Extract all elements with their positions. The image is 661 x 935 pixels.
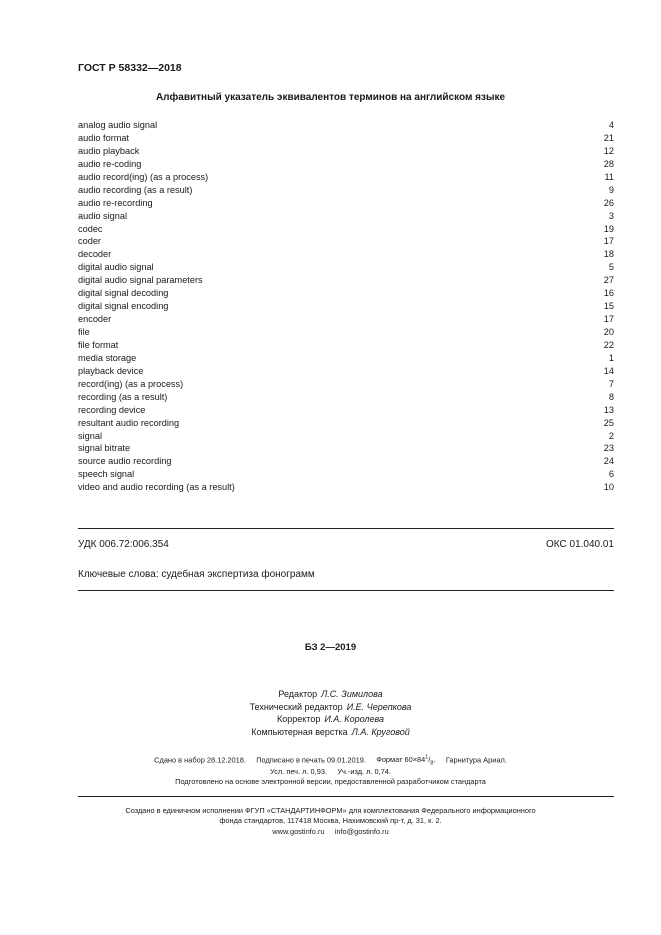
typeface: Гарнитура Ариал. — [445, 755, 507, 765]
bz-number: БЗ 2—2019 — [304, 642, 357, 653]
index-number: 3 — [608, 210, 614, 221]
index-row — [78, 391, 614, 404]
submitted-date: Сдано в набор 28.12.2018. — [154, 755, 246, 765]
staff-name: Л.С. Зимилова — [321, 689, 383, 699]
keywords: Ключевые слова: судебная экспертиза фонограмм — [78, 569, 315, 580]
website-link[interactable]: www.gostinfo.ru — [272, 827, 325, 836]
index-term: digital signal decoding — [78, 288, 169, 299]
index-row — [78, 248, 614, 261]
index-number: 8 — [608, 391, 614, 402]
index-row — [78, 197, 614, 210]
index-term: analog audio signal — [78, 120, 158, 130]
index-number: 25 — [603, 417, 614, 428]
index-term: audio playback — [78, 145, 140, 156]
index-term: audio recording (as a result) — [78, 184, 193, 195]
index-number: 4 — [608, 120, 614, 130]
divider-top — [78, 528, 614, 529]
index-number: 9 — [608, 184, 614, 195]
index-term: source audio recording — [78, 456, 172, 467]
index-row — [78, 430, 614, 443]
index-row — [78, 287, 614, 300]
index-number: 14 — [603, 365, 614, 376]
prepared-note: Подготовлено на основе электронной версии, предоставленной разработчиком стандарта — [175, 777, 486, 786]
publisher-contacts — [0, 827, 661, 836]
imprint-line-1 — [0, 755, 661, 767]
index-row — [78, 145, 614, 158]
staff-name: И.Е. Черепкова — [346, 701, 412, 712]
index-term: digital audio signal parameters — [78, 275, 203, 286]
index-row — [78, 261, 614, 274]
index-number: 18 — [603, 249, 614, 260]
index-term: audio re-coding — [78, 158, 142, 169]
index-number: 17 — [603, 236, 614, 247]
index-row — [78, 339, 614, 352]
udc-code: УДК 006.72:006.354 — [78, 539, 169, 550]
index-term: playback device — [78, 365, 144, 376]
index-number: 21 — [603, 132, 614, 143]
index-row — [78, 235, 614, 248]
staff-credits — [0, 688, 661, 738]
index-row — [78, 455, 614, 468]
index-term: audio re-recording — [78, 197, 153, 208]
index-row — [78, 171, 614, 184]
index-number: 15 — [603, 301, 614, 312]
index-number: 27 — [603, 275, 614, 286]
index-row — [78, 313, 614, 326]
staff-role: Технический редактор — [249, 701, 343, 712]
index-row — [78, 158, 614, 171]
index-row — [78, 119, 614, 132]
index-row — [78, 417, 614, 430]
staff-role: Редактор — [278, 689, 318, 699]
email-link[interactable]: info@gostinfo.ru — [334, 827, 389, 836]
index-row — [78, 404, 614, 417]
oks-code: ОКС 01.040.01 — [546, 539, 614, 550]
index-term: audio format — [78, 132, 130, 143]
index-number: 10 — [603, 482, 614, 493]
index-number: 24 — [603, 456, 614, 467]
index-number: 23 — [603, 443, 614, 454]
paper-format: Формат $60\times 84^1/_8$. — [376, 755, 436, 767]
index-number: 2 — [608, 430, 614, 441]
index-row — [78, 481, 614, 494]
index-term: media storage — [78, 352, 137, 363]
signed-date: Подписано в печать 09.01.2019. — [256, 755, 366, 765]
index-term: file format — [78, 339, 119, 350]
staff-name: Л.А. Круговой — [351, 726, 410, 737]
index-row — [78, 223, 614, 236]
index-row — [78, 378, 614, 391]
staff-row — [0, 701, 661, 714]
index-number: 17 — [603, 314, 614, 325]
index-term: record(ing) (as a process) — [78, 378, 184, 389]
publication-sheets: Уч.-изд. л. 0,74. — [337, 767, 391, 776]
index-number: 26 — [603, 197, 614, 208]
index-term: speech signal — [78, 469, 135, 480]
index-term: decoder — [78, 249, 112, 260]
index-number: 13 — [603, 404, 614, 415]
index-row — [78, 274, 614, 287]
index-row — [78, 442, 614, 455]
index-term: audio record(ing) (as a process) — [78, 171, 209, 182]
divider-bottom — [78, 796, 614, 797]
index-number: 11 — [604, 171, 614, 182]
index-number: 7 — [608, 378, 614, 389]
index-term: video and audio recording (as a result) — [78, 482, 235, 493]
index-row — [78, 210, 614, 223]
staff-row — [0, 688, 661, 701]
print-sheets: Усл. печ. л. 0,93. — [270, 767, 327, 776]
index-row — [78, 184, 614, 197]
index-term: signal — [78, 430, 103, 441]
index-term: resultant audio recording — [78, 417, 180, 428]
divider-middle — [78, 590, 614, 591]
staff-row — [0, 726, 661, 739]
staff-role: Корректор — [277, 714, 321, 724]
index-number: 5 — [608, 262, 614, 273]
index-number: 16 — [603, 288, 614, 299]
index-term: recording (as a result) — [78, 391, 168, 402]
index-list — [78, 119, 614, 494]
staff-row — [0, 713, 661, 726]
index-term: audio signal — [78, 210, 128, 221]
publisher-line-2: фонда стандартов, 117418 Москва, Нахимовский пр-т, д. 31, к. 2. — [219, 816, 442, 825]
index-term: codec — [78, 223, 103, 234]
index-term: recording device — [78, 404, 146, 415]
index-row — [78, 326, 614, 339]
publisher-line-1: Создано в единичном исполнении ФГУП «СТАНДАРТИНФОРМ» для комплектования Федерального информационного — [125, 806, 536, 815]
index-row — [78, 352, 614, 365]
index-term: encoder — [78, 314, 112, 325]
index-number: 22 — [603, 339, 614, 350]
index-number: 28 — [603, 158, 614, 169]
index-row — [78, 468, 614, 481]
staff-name: И.А. Королева — [324, 714, 384, 724]
index-row — [78, 365, 614, 378]
document-code: ГОСТ Р 58332—2018 — [78, 62, 182, 74]
index-row — [78, 300, 614, 313]
imprint-line-2 — [0, 767, 661, 776]
staff-role: Компьютерная верстка — [251, 726, 348, 737]
index-number: 20 — [603, 327, 614, 337]
index-number: 12 — [603, 145, 614, 156]
index-row — [78, 132, 614, 145]
index-number: 1 — [608, 352, 614, 363]
index-term: file — [78, 327, 90, 337]
index-term: digital signal encoding — [78, 301, 169, 312]
index-term: digital audio signal — [78, 262, 154, 273]
index-term: signal bitrate — [78, 443, 131, 454]
index-number: 6 — [608, 469, 614, 480]
index-number: 19 — [603, 223, 614, 234]
index-term: coder — [78, 236, 101, 247]
index-title: Алфавитный указатель эквивалентов терминов на английском языке — [155, 92, 506, 103]
